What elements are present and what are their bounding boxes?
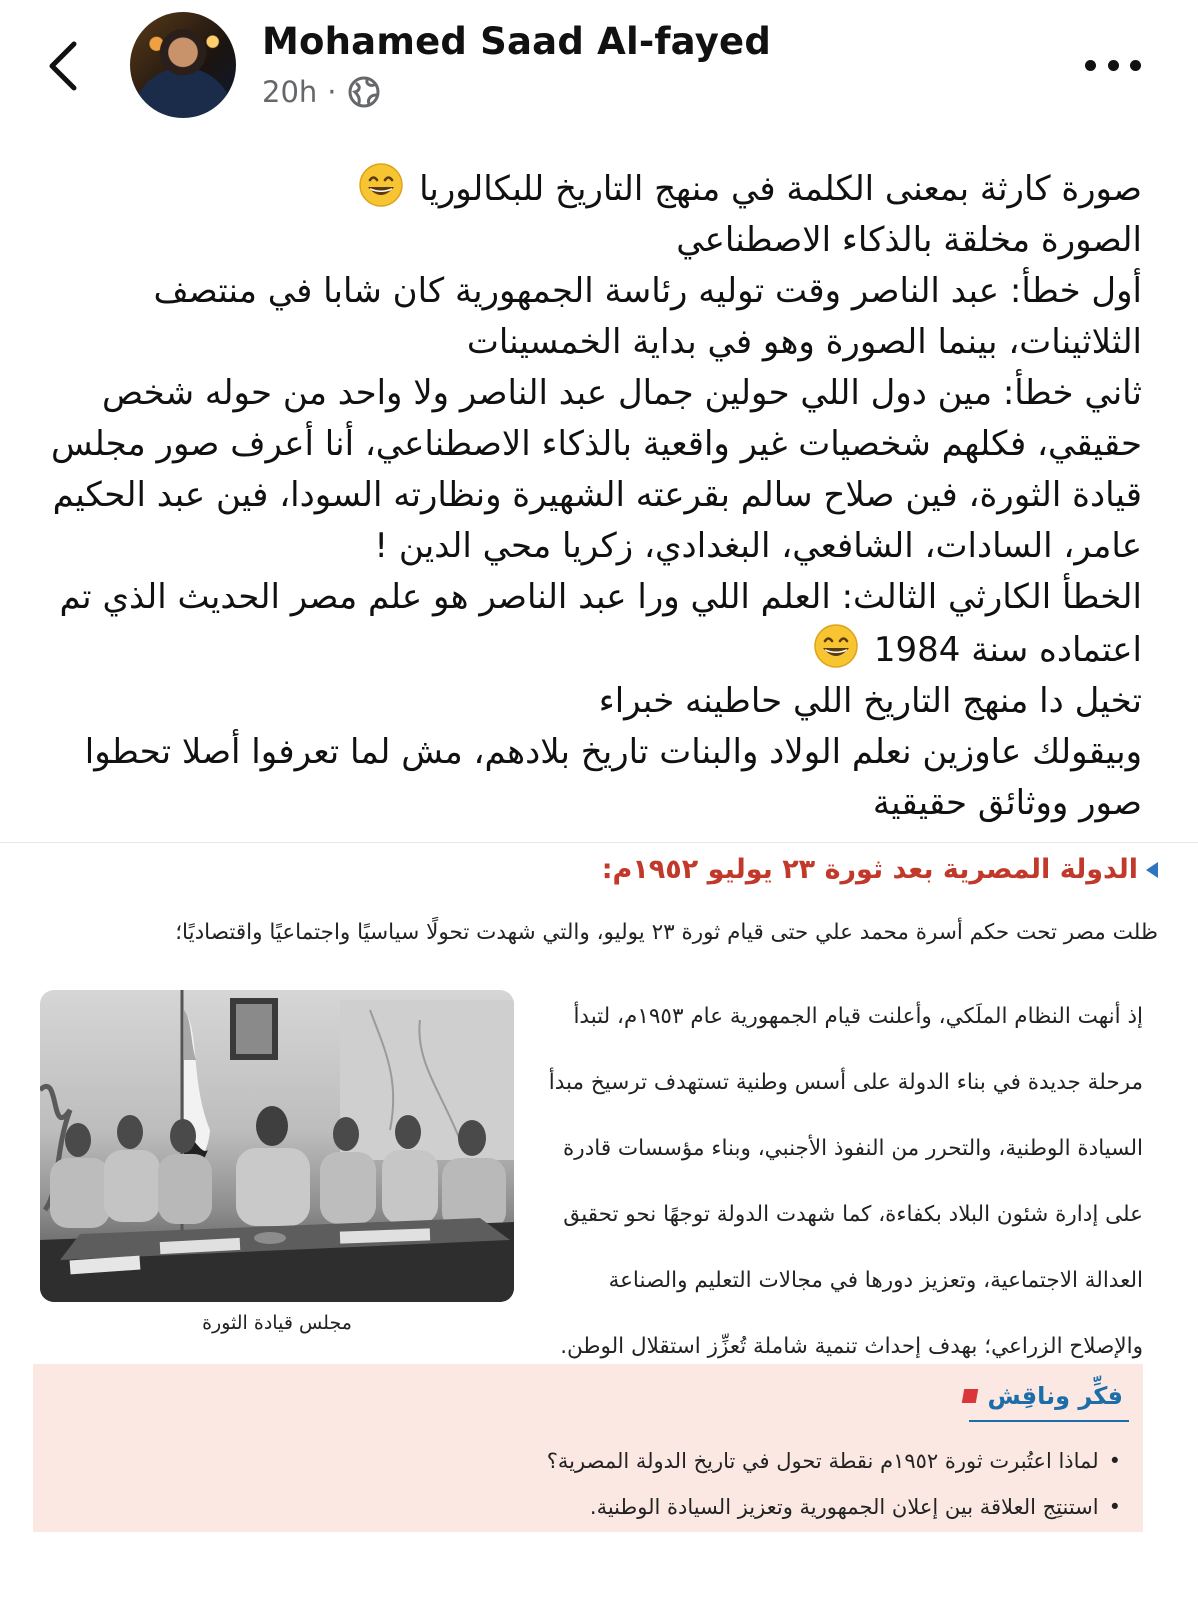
post-line: صورة كارثة بمعنى الكلمة في منهج التاريخ للبكالوريا: [30, 162, 1142, 215]
textbook-body: [525, 984, 1143, 1380]
more-horizontal-icon: [1108, 60, 1119, 71]
post-line: الخطأ الكارثي الثالث: العلم اللي ورا عبد الناصر هو علم مصر الحديث الذي تم اعتماده سنة 1984: [59, 577, 1142, 670]
divider: [0, 842, 1198, 843]
post-image[interactable]: [0, 842, 1198, 1600]
author-name[interactable]: Mohamed Saad Al-fayed: [262, 20, 772, 63]
textbook-line: والإصلاح الزراعي؛ بهدف إحداث تنمية شاملة تُعزِّز استقلال الوطن.: [560, 1334, 1143, 1359]
more-horizontal-icon: [1130, 60, 1141, 71]
textbook-line: مرحلة جديدة في بناء الدولة على أسس وطنية تستهدف ترسيخ مبدأ: [548, 1070, 1143, 1095]
more-options-button[interactable]: [1085, 50, 1141, 80]
post-text: [30, 162, 1142, 829]
list-item: • لماذا اعتُبرت ثورة ١٩٥٢م نقطة تحول في تاريخ الدولة المصرية؟: [61, 1438, 1121, 1484]
more-horizontal-icon: [1085, 60, 1096, 71]
post-line: ثاني خطأ: مين دول اللي حولين جمال عبد الناصر ولا واحد من حوله شخص حقيقي، فكلهم شخصيات غير واقعية بالذكاء الاصطناعي، أنا أعرف صور مجلس قيادة الثورة، فين صلاح سالم بقرعته الشهيرة ونظارته السودا، فين عبد الحكيم عامر، السادات، الشافعي، البغدادي، زكريا محي الدين !: [50, 373, 1142, 566]
textbook-line: السيادة الوطنية، والتحرر من النفوذ الأجنبي، وبناء مؤسسات قادرة: [563, 1136, 1143, 1161]
post-line: وبيقولك عاوزين نعلم الولاد والبنات تاريخ بلادهم، مش لما تعرفوا أصلا تحطوا صور ووثائق حقيقية: [84, 732, 1142, 823]
post-line: تخيل دا منهج التاريخ اللي حاطينه خبراء: [598, 681, 1142, 721]
globe-icon: [347, 75, 381, 109]
council-photo: [40, 990, 514, 1302]
post-line: أول خطأ: عبد الناصر وقت توليه رئاسة الجمهورية كان شابا في منتصف الثلاثينات، بينما الصورة وهو في بداية الخمسينات: [153, 271, 1142, 362]
council-photo-illustration: [40, 990, 514, 1302]
textbook-heading: الدولة المصرية بعد ثورة ٢٣ يوليو ١٩٥٢م:: [602, 854, 1158, 885]
timestamp[interactable]: 20h: [262, 75, 318, 109]
grinning-face-emoji-icon: [813, 623, 859, 669]
textbook-line: العدالة الاجتماعية، وتعزيز دورها في مجالات التعليم والصناعة: [608, 1268, 1143, 1293]
post-line: الصورة مخلقة بالذكاء الاصطناعي: [676, 220, 1142, 260]
discussion-title: فكِّر وناقِش: [963, 1382, 1123, 1410]
textbook-line: على إدارة شئون البلاد بكفاءة، كما شهدت الدولة توجهًا نحو تحقيق: [563, 1202, 1143, 1227]
photo-caption: مجلس قيادة الثورة: [202, 1312, 352, 1334]
triangle-marker-icon: [1146, 862, 1158, 878]
title-underline: [969, 1420, 1129, 1422]
chevron-left-icon: [40, 38, 90, 94]
textbook-line: إذ أنهت النظام الملَكي، وأعلنت قيام الجمهورية عام ١٩٥٣م، لتبدأ: [573, 1004, 1143, 1029]
list-item: • استنتِج العلاقة بين إعلان الجمهورية وتعزيز السيادة الوطنية.: [61, 1484, 1121, 1530]
back-button[interactable]: [40, 38, 90, 94]
post-header: [0, 0, 1198, 130]
textbook-intro: ظلت مصر تحت حكم أسرة محمد علي حتى قيام ثورة ٢٣ يوليو، والتي شهدت تحولًا سياسيًا واجتماعيًا واقتصاديًا؛: [175, 920, 1158, 945]
grinning-face-emoji-icon: [358, 162, 404, 208]
meta-separator: ·: [327, 75, 337, 109]
avatar[interactable]: [130, 12, 236, 118]
post-meta: [262, 72, 381, 112]
discussion-box: [33, 1364, 1143, 1532]
red-marker-icon: [962, 1389, 978, 1403]
discussion-questions: [61, 1438, 1121, 1530]
